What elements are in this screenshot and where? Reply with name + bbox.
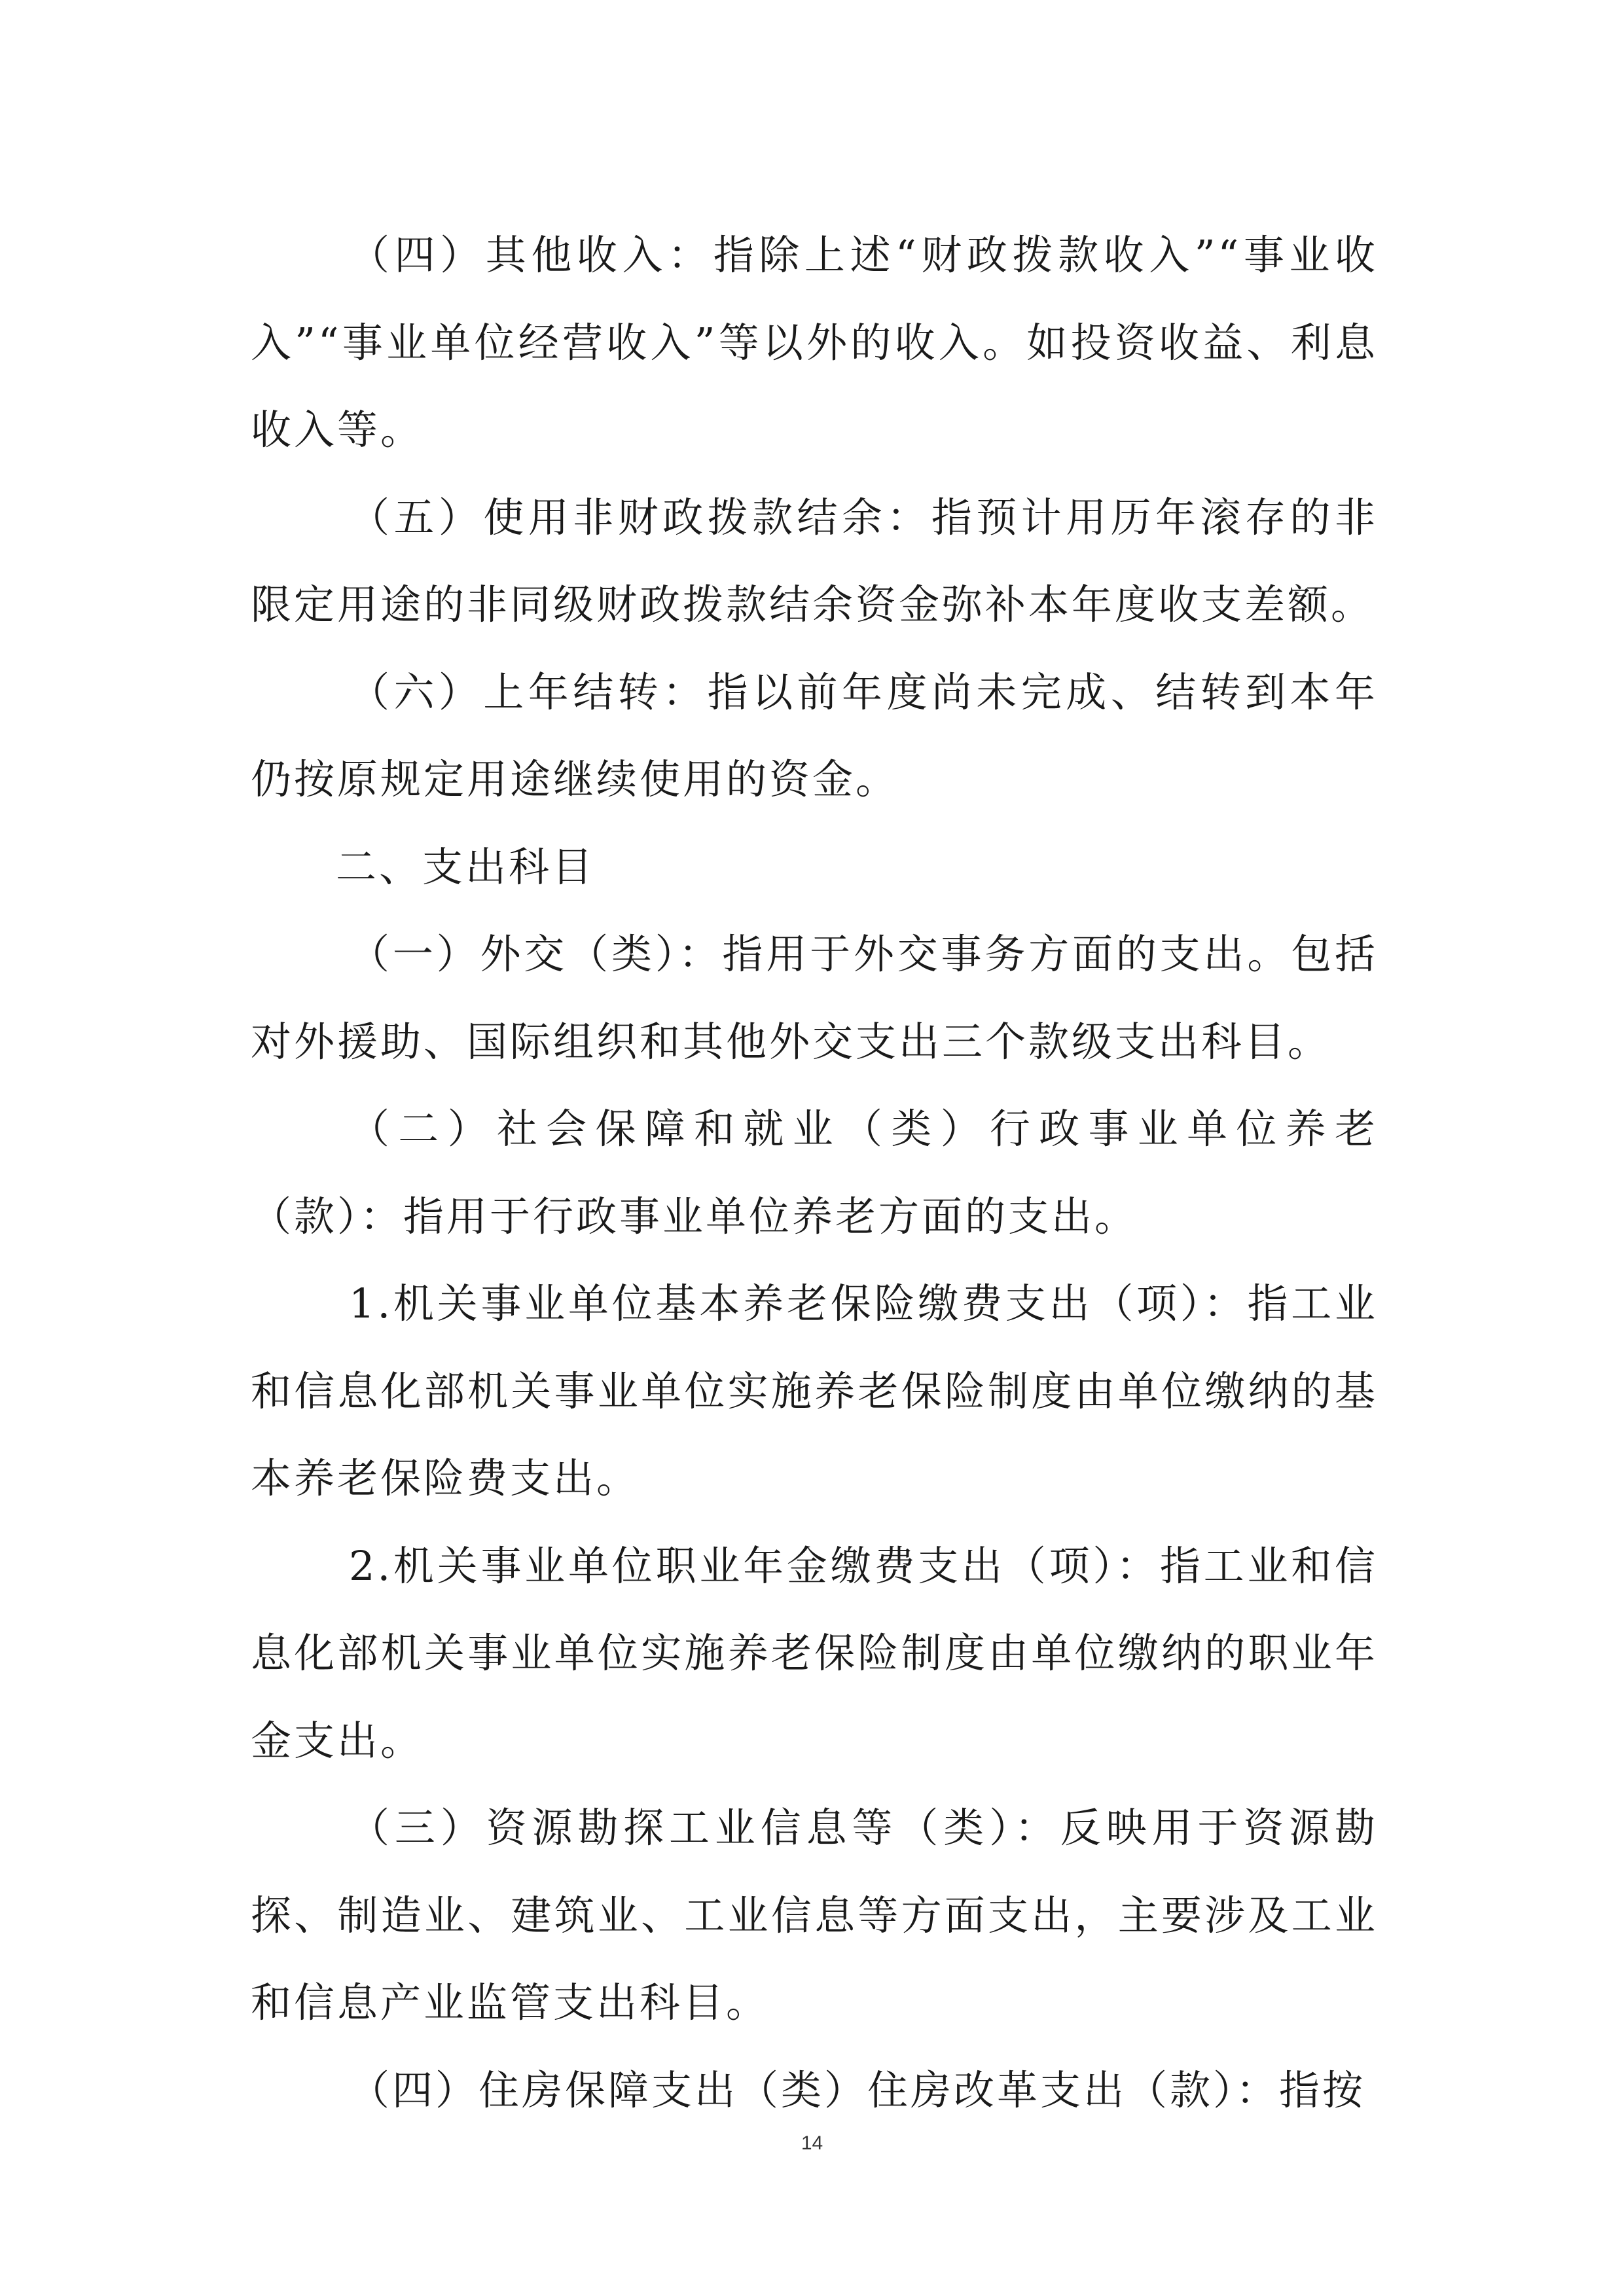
- paragraph-prior-year-carryover: （六）上年结转：指以前年度尚未完成、结转到本年仍按原规定用途继续使用的资金。: [251, 668, 1378, 803]
- section-heading-expenditure-items: 二、支出科目: [336, 842, 596, 891]
- paragraph-housing-security: （四）住房保障支出（类）住房改革支出（款）：指按: [349, 2066, 1366, 2114]
- paragraph-basic-pension-insurance: 1.机关事业单位基本养老保险缴费支出（项）：指工业和信息化部机关事业单位实施养老保险制度由单位缴纳的基本养老保险费支出。: [251, 1280, 1378, 1502]
- page-number: 14: [801, 2132, 823, 2154]
- paragraph-non-fiscal-surplus: （五）使用非财政拨款结余：指预计用历年滚存的非限定用途的非同级财政拨款结余资金弥补本年度收支差额。: [251, 493, 1378, 628]
- paragraph-foreign-affairs: （一）外交（类）：指用于外交事务方面的支出。包括对外援助、国际组织和其他外交支出三个款级支出科目。: [251, 930, 1378, 1066]
- paragraph-occupational-annuity: 2.机关事业单位职业年金缴费支出（项）：指工业和信息化部机关事业单位实施养老保险制度由单位缴纳的职业年金支出。: [251, 1541, 1378, 1765]
- document-body: [251, 211, 1378, 2134]
- paragraph-other-income: （四）其他收入：指除上述“财政拨款收入”“事业收入”“事业单位经营收入”等以外的收入。如投资收益、利息收入等。: [251, 231, 1378, 454]
- paragraph-social-security: （二）社会保障和就业（类）行政事业单位养老（款）：指用于行政事业单位养老方面的支出。: [251, 1105, 1378, 1240]
- paragraph-resource-industry-info: （三）资源勘探工业信息等（类）：反映用于资源勘探、制造业、建筑业、工业信息等方面支出，主要涉及工业和信息产业监管支出科目。: [251, 1804, 1378, 2026]
